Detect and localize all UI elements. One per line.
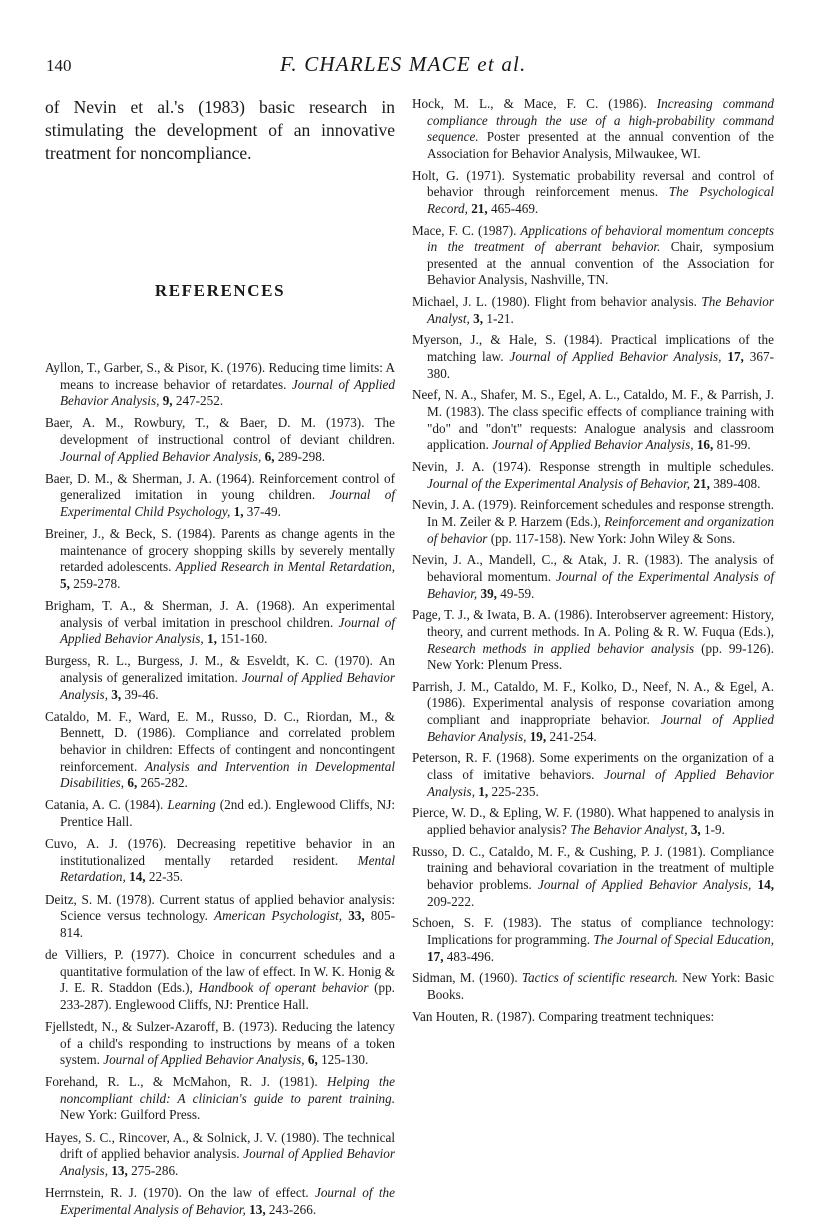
- references-heading: REFERENCES: [154, 281, 286, 300]
- reference-entry: [412, 607, 774, 673]
- reference-source: Journal of Applied Behavior Analysis,: [60, 1146, 395, 1178]
- reference-entry: [45, 415, 395, 465]
- reference-pages: 265-282.: [137, 775, 188, 791]
- reference-volume: 5,: [60, 575, 70, 591]
- reference-pages: 1-9.: [700, 822, 725, 837]
- reference-authors-title: Michael, J. L. (1980). Flight from behavior analysis.: [412, 294, 702, 310]
- reference-source: Helping the noncompliant child: A clinician's guide to parent training.: [60, 1074, 395, 1106]
- reference-source: Learning: [167, 797, 216, 813]
- reference-authors-title: Burgess, R. L., Burgess, J. M., & Esveldt, K. C. (1970). An analysis of generalized imitation.: [45, 653, 395, 686]
- intro-paragraph: of Nevin et al.'s (1983) basic research in stimulating the development of an innovative treatment for noncompliance.: [45, 97, 395, 163]
- reference-authors-title: Hayes, S. C., Rincover, A., & Solnick, J. V. (1980). The technical drift of applied behavior analysis.: [45, 1129, 395, 1162]
- reference-entry: [45, 360, 395, 410]
- reference-pages: 241-254.: [546, 728, 597, 744]
- reference-volume: 33,: [342, 908, 365, 924]
- reference-authors-title: Fjellstedt, N., & Sulzer-Azaroff, B. (1973). Reducing the latency of a child's responding to instructions by means of a token system.: [45, 1018, 395, 1068]
- page-header: [0, 52, 816, 86]
- reference-entry: [412, 387, 774, 453]
- reference-volume: 1,: [203, 631, 217, 647]
- reference-entry: [412, 168, 774, 218]
- reference-pages: 367-380.: [427, 349, 774, 381]
- reference-pages: 1-21.: [483, 310, 514, 326]
- reference-authors-title: Sidman, M. (1960).: [412, 970, 522, 986]
- reference-source: The Journal of Special Education,: [593, 931, 774, 947]
- reference-authors-title: Hock, M. L., & Mace, F. C. (1986).: [412, 96, 657, 111]
- reference-entry: [45, 526, 395, 592]
- reference-authors-title: Breiner, J., & Beck, S. (1984). Parents as change agents in the maintenance of grocery shopping skills by severely mentally retarded adolescents.: [45, 526, 395, 575]
- reference-entry: [45, 598, 395, 648]
- reference-source: Journal of Applied Behavior Analysis,: [60, 670, 396, 702]
- reference-authors-title: Page, T. J., & Iwata, B. A. (1986). Interobserver agreement: History, theory, and current methods. In A. Poling & R. W. Fuqua (Eds.),: [412, 607, 774, 639]
- reference-entry: [45, 709, 395, 792]
- reference-entry: [45, 797, 395, 830]
- reference-authors-title: Van Houten, R. (1987). Comparing treatment techniques:: [412, 1008, 715, 1024]
- reference-pages: 289-298.: [274, 448, 326, 464]
- reference-volume: 16,: [693, 437, 714, 453]
- reference-source: Journal of Experimental Child Psychology,: [60, 487, 395, 519]
- reference-volume: 6,: [261, 448, 275, 464]
- reference-authors-title: Nevin, J. A. (1974). Response strength in multiple schedules.: [412, 459, 774, 474]
- reference-authors-title: Parrish, J. M., Cataldo, M. F., Kolko, D., Neef, N. A., & Egel, A. (1986). Experimental analysis of response covariation among compliant and inappropriate behavior.: [412, 678, 774, 728]
- reference-source: American Psychologist,: [214, 908, 343, 924]
- reference-entry: [45, 1019, 395, 1069]
- reference-source: Tactics of scientific research.: [521, 970, 678, 986]
- reference-entry: [412, 332, 774, 382]
- reference-volume: 19,: [526, 728, 547, 744]
- reference-entry: [412, 679, 774, 745]
- reference-volume: 9,: [159, 393, 173, 409]
- reference-pages: 247-252.: [172, 393, 224, 409]
- reference-source: Applied Research in Mental Retardation,: [175, 559, 395, 575]
- reference-source: Journal of Applied Behavior Analysis,: [60, 614, 395, 647]
- reference-pages: 243-266.: [265, 1201, 317, 1217]
- reference-authors-title: Schoen, S. F. (1983). The status of compliance technology: Implications for programming.: [412, 915, 774, 947]
- reference-authors-title: Myerson, J., & Hale, S. (1984). Practical implications of the matching law.: [412, 332, 774, 365]
- reference-pages: Poster presented at the annual convention of the Association for Behavior Analysis, Milwaukee, WI.: [427, 129, 774, 161]
- reference-pages: 151-160.: [216, 631, 268, 647]
- reference-volume: 39,: [477, 585, 497, 601]
- reference-source: Analysis and Intervention in Developmental Disabilities,: [60, 758, 395, 791]
- reference-volume: 13,: [245, 1201, 266, 1217]
- reference-pages: New York: Guilford Press.: [60, 1107, 201, 1123]
- reference-pages: 209-222.: [427, 893, 475, 909]
- reference-volume: 21,: [467, 200, 488, 216]
- reference-entry: [45, 1074, 395, 1124]
- reference-source: Journal of Applied Behavior Analysis,: [509, 349, 722, 365]
- reference-volume: 6,: [304, 1052, 318, 1068]
- reference-volume: 21,: [690, 475, 710, 491]
- reference-source: Research methods in applied behavior analysis: [427, 640, 695, 656]
- right-column: [412, 96, 774, 1030]
- reference-source: The Behavior Analyst,: [427, 294, 774, 326]
- reference-pages: 483-496.: [443, 948, 495, 964]
- reference-source: Mental Retardation,: [60, 852, 395, 885]
- reference-authors-title: de Villiers, P. (1977). Choice in concurrent schedules and a quantitative formulation of the law of effect. In W. K. Honig & J. E. R. Staddon (Eds.),: [45, 946, 395, 996]
- reference-source: Journal of Applied Behavior Analysis,: [60, 448, 262, 464]
- reference-authors-title: Baer, D. M., & Sherman, J. A. (1964). Reinforcement control of generalized imitation in young children.: [45, 470, 395, 503]
- reference-volume: 1,: [230, 503, 244, 519]
- reference-source: The Psychological Record,: [427, 184, 775, 216]
- reference-entry: [412, 1009, 774, 1026]
- reference-volume: 17,: [721, 349, 744, 365]
- reference-pages: 39-46.: [121, 686, 159, 702]
- reference-pages: New York: Basic Books.: [427, 970, 774, 1002]
- reference-entry: [412, 223, 774, 289]
- reference-entry: [412, 844, 774, 910]
- reference-source: Journal of the Experimental Analysis of Behavior,: [427, 475, 691, 491]
- reference-entry: [412, 750, 774, 800]
- reference-authors-title: Nevin, J. A., Mandell, C., & Atak, J. R. (1983). The analysis of behavioral momentum.: [412, 552, 774, 584]
- reference-volume: 3,: [687, 822, 701, 837]
- reference-entry: [412, 552, 774, 602]
- reference-authors-title: Forehand, R. L., & McMahon, R. J. (1981).: [45, 1074, 328, 1090]
- reference-list-left: [45, 360, 395, 1218]
- reference-pages: 805-814.: [60, 908, 395, 940]
- reference-pages: 49-59.: [496, 585, 535, 601]
- reference-authors-title: Mace, F. C. (1987).: [412, 222, 521, 238]
- reference-authors-title: Nevin, J. A. (1979). Reinforcement schedules and response strength. In M. Zeiler & P. Harzem (Eds.),: [412, 497, 774, 529]
- reference-source: Journal of Applied Behavior Analysis,: [427, 712, 775, 744]
- reference-entry: [45, 471, 395, 521]
- page-number: 140: [46, 56, 72, 75]
- reference-volume: 14,: [751, 876, 774, 892]
- reference-entry: [412, 96, 774, 162]
- reference-pages: (2nd ed.). Englewood Cliffs, NJ: Prentice Hall.: [60, 797, 396, 829]
- reference-authors-title: Baer, A. M., Rowbury, T., & Baer, D. M. (1973). The development of instructional control of deviant children.: [45, 415, 395, 447]
- reference-authors-title: Holt, G. (1971). Systematic probability reversal and control of behavior through reinforcement menus.: [412, 167, 774, 200]
- reference-pages: (pp. 233-287). Englewood Cliffs, NJ: Prentice Hall.: [60, 980, 395, 1012]
- reference-entry: [412, 497, 774, 547]
- reference-volume: 13,: [108, 1162, 128, 1178]
- reference-volume: 3,: [469, 310, 484, 326]
- reference-source: Journal of Applied Behavior Analysis,: [538, 876, 752, 892]
- reference-entry: [45, 947, 395, 1013]
- reference-authors-title: Neef, N. A., Shafer, M. S., Egel, A. L., Cataldo, M. F., & Parrish, J. M. (1983). The class specific effects of compliance training with "do" and "don't" requests: Analogue analysis and classroom application.: [412, 387, 774, 453]
- reference-entry: [45, 1185, 395, 1218]
- reference-source: Journal of Applied Behavior Analysis,: [492, 437, 694, 453]
- reference-authors-title: Russo, D. C., Cataldo, M. F., & Cushing, P. J. (1981). Compliance training and behavioral covariation in the treatment of multiple behavior problems.: [412, 843, 774, 892]
- reference-pages: 81-99.: [713, 437, 751, 453]
- reference-volume: 17,: [427, 948, 444, 964]
- running-head: F. CHARLES MACE et al.: [280, 52, 527, 76]
- reference-pages: 125-130.: [317, 1052, 369, 1068]
- left-column: [45, 96, 395, 1224]
- reference-entry: [45, 1130, 395, 1180]
- reference-authors-title: Ayllon, T., Garber, S., & Pisor, K. (1976). Reducing time limits: A means to increase behavior of retardates.: [45, 360, 395, 392]
- reference-entry: [412, 805, 774, 838]
- reference-source: Journal of Applied Behavior Analysis,: [103, 1052, 305, 1068]
- reference-pages: (pp. 99-126). New York: Plenum Press.: [427, 640, 774, 673]
- reference-authors-title: Cataldo, M. F., Ward, E. M., Russo, D. C., Riordan, M., & Bennett, D. (1986). Compliance and correlated problem behavior in children: Effects of contingent and noncontingent reinforcement.: [45, 708, 395, 774]
- reference-authors-title: Peterson, R. F. (1968). Some experiments on the organization of a class of imitative behaviors.: [412, 750, 774, 783]
- reference-source: Journal of Applied Behavior Analysis,: [427, 767, 774, 799]
- reference-volume: 1,: [475, 783, 489, 799]
- reference-pages: 225-235.: [488, 783, 539, 799]
- reference-source: Handbook of operant behavior: [198, 980, 369, 996]
- reference-authors-title: Cuvo, A. J. (1976). Decreasing repetitive behavior in an institutionalized mentally retarded resident.: [45, 836, 395, 868]
- reference-pages: (pp. 117-158). New York: John Wiley & Sons.: [487, 530, 736, 546]
- reference-volume: 3,: [108, 686, 122, 702]
- reference-source: Applications of behavioral momentum concepts in the treatment of aberrant behavior.: [427, 222, 774, 255]
- reference-list-right: [412, 96, 774, 1025]
- reference-volume: 6,: [124, 775, 138, 791]
- reference-entry: [412, 915, 774, 965]
- reference-pages: 389-408.: [709, 475, 761, 491]
- reference-entry: [45, 836, 395, 886]
- reference-source: The Behavior Analyst,: [570, 822, 688, 837]
- references-heading-block: [45, 281, 395, 360]
- reference-entry: [412, 970, 774, 1003]
- reference-pages: 22-35.: [145, 869, 183, 885]
- reference-entry: [412, 459, 774, 492]
- reference-pages: 37-49.: [243, 503, 281, 519]
- reference-authors-title: Herrnstein, R. J. (1970). On the law of effect.: [45, 1185, 315, 1201]
- reference-pages: 259-278.: [69, 575, 121, 591]
- reference-entry: [45, 892, 395, 942]
- reference-authors-title: Deitz, S. M. (1978). Current status of applied behavior analysis: Science versus technology.: [45, 891, 395, 924]
- reference-authors-title: Catania, A. C. (1984).: [45, 797, 168, 813]
- reference-volume: 14,: [125, 869, 146, 885]
- reference-authors-title: Pierce, W. D., & Epling, W. F. (1980). What happened to analysis in applied behavior analysis?: [412, 805, 774, 837]
- reference-source: Journal of Applied Behavior Analysis,: [60, 376, 395, 409]
- reference-entry: [45, 653, 395, 703]
- reference-pages: 275-286.: [127, 1162, 179, 1178]
- reference-authors-title: Brigham, T. A., & Sherman, J. A. (1968). An experimental analysis of verbal imitation in preschool children.: [45, 598, 395, 630]
- reference-source: Reinforcement and organization of behavior: [427, 513, 774, 546]
- reference-source: Increasing command compliance through the use of a high-probability command sequence.: [427, 96, 775, 145]
- reference-source: Journal of the Experimental Analysis of Behavior,: [427, 568, 774, 601]
- reference-pages: 465-469.: [487, 200, 539, 216]
- reference-pages: Chair, symposium presented at the annual convention of the Association for Behavior Analysis, Nashville, TN.: [427, 239, 775, 288]
- reference-source: Journal of the Experimental Analysis of Behavior,: [60, 1185, 395, 1217]
- reference-entry: [412, 294, 774, 327]
